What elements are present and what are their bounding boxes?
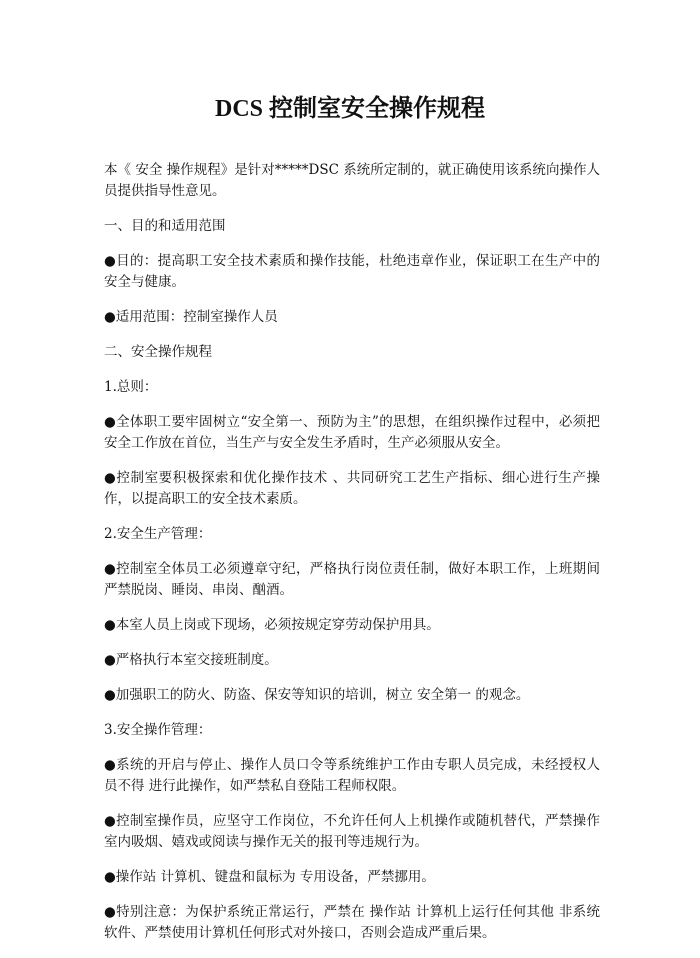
subsection-operation-management: 3.安全操作管理：	[104, 722, 212, 738]
intro-paragraph: 本《 安全 操作规程》是针对*****DSC 系统所定制的，就正确使用该系统向操作人员提供指导性意见。	[104, 162, 600, 199]
bullet-system-maintenance: ●系统的开启与停止、操作人员口令等系统维护工作由专职人员完成，未经授权人员不得 进行此操作，如严禁私自登陆工程师权限。	[104, 757, 600, 794]
page-title: DCS 控制室安全操作规程	[214, 96, 485, 122]
bullet-protective-gear: ●本室人员上岗或下现场，必须按规定穿劳动保护用具。	[104, 617, 440, 633]
bullet-operator-post: ●控制室操作员，应坚守工作岗位，不允许任何人上机操作或随机替代，严禁操作室内吸烟、嬉戏或阅读与操作无关的报刊等违规行为。	[104, 813, 600, 850]
bullet-training: ●加强职工的防火、防盗、保安等知识的培训，树立 安全第一 的观念。	[104, 687, 530, 703]
subsection-production-management: 2.安全生产管理：	[104, 526, 212, 542]
bullet-shift-handover: ●严格执行本室交接班制度。	[104, 652, 278, 668]
section-heading-rules: 二、安全操作规程	[104, 344, 212, 360]
document-body	[104, 160, 600, 958]
bullet-special-notice: ●特别注意：为保护系统正常运行，严禁在 操作站 计算机上运行任何其他 非系统软件、严禁使用计算机任何形式对外接口，否则会造成严重后果。	[104, 904, 600, 941]
subsection-general: 1.总则：	[104, 379, 158, 395]
section-heading-purpose: 一、目的和适用范围	[104, 218, 226, 234]
bullet-dedicated-equipment: ●操作站 计算机、键盘和鼠标为 专用设备，严禁挪用。	[104, 869, 435, 885]
bullet-purpose: ●目的：提高职工安全技术素质和操作技能，杜绝违章作业，保证职工在生产中的安全与健康。	[104, 253, 600, 290]
bullet-optimize-operation: ●控制室要积极探索和优化操作技术 、共同研究工艺生产指标、细心进行生产操作，以提高职工的安全技术素质。	[104, 470, 600, 507]
bullet-safety-first: ●全体职工要牢固树立“安全第一、预防为主”的思想，在组织操作过程中，必须把安全工作放在首位，当生产与安全发生矛盾时，生产必须服从安全。	[104, 414, 600, 451]
bullet-scope: ●适用范围：控制室操作人员	[104, 309, 278, 325]
bullet-discipline: ●控制室全体员工必须遵章守纪，严格执行岗位责任制，做好本职工作，上班期间严禁脱岗、睡岗、串岗、酗酒。	[104, 561, 600, 598]
